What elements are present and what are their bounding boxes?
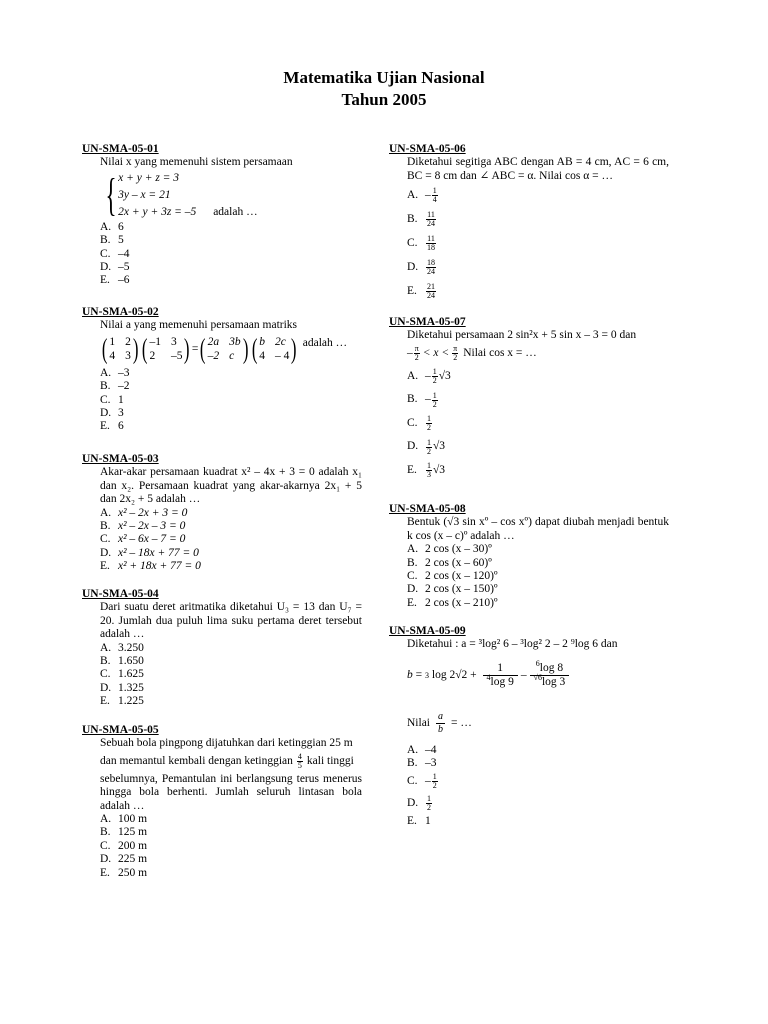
option-a[interactable]: A. x² – 2x + 3 = 0: [100, 506, 188, 519]
question-text: Diketahui persamaan 2 sin²x + 5 sin x – 3 = 0 dan: [407, 329, 637, 342]
option-a[interactable]: A. –4: [407, 743, 437, 756]
option-a[interactable]: A. –3: [100, 366, 130, 379]
option-b[interactable]: B. –3: [407, 757, 437, 770]
option-c[interactable]: C. 1.625: [100, 668, 144, 681]
question-text: Dari suatu deret aritmatika diketahui U₃ = 13 dan U₇ = 20. Jumlah dua puluh lima suku pertama deret tersebut adalah …: [100, 601, 362, 641]
option-a[interactable]: A. 2 cos (x – 30)º: [407, 543, 492, 556]
doc-title: Matematika Ujian Nasional: [283, 68, 485, 87]
question-id: UN-SMA-05-07: [389, 316, 466, 328]
option-e[interactable]: E. 1: [407, 814, 431, 827]
option-b[interactable]: B. $\frac{11}{24}$: [407, 209, 435, 228]
option-b[interactable]: B. 5: [100, 234, 124, 247]
option-b[interactable]: B. 2 cos (x – 60)º: [407, 556, 492, 569]
option-b[interactable]: B. 1.650: [100, 655, 144, 668]
option-d[interactable]: D. 2 cos (x – 150)º: [407, 583, 498, 596]
option-c[interactable]: C. $\frac{1}{2}$: [407, 414, 431, 433]
question-text: Nilai x yang memenuhi sistem persamaan: [100, 156, 293, 169]
question-5: UN-SMA-05-05 Sebuah bola pingpong dijatuhkan dari ketinggian 25 m dan memantul kembali dengan ketinggian $\frac{4}{5}$ kali tinggi sebelumnya, Pemantulan ini berlangsung terus menerus hingga bola berhenti. Jumlah seluruh lintasan bola adalah … A. 100 m B. 125 m C. 200 m D. 225 m E. 250 m: [82, 724, 362, 879]
option-d[interactable]: D. 1.325: [100, 681, 144, 694]
question-6: [389, 143, 669, 303]
question-7: [389, 316, 669, 482]
option-e[interactable]: E. 2 cos (x – 210)º: [407, 596, 498, 609]
option-d[interactable]: D. 3: [100, 407, 124, 420]
question-text: sebelumnya, Pemantulan ini berlangsung terus menerus hingga bola berhenti. Jumlah seluruh lintasan bola adalah …: [100, 772, 362, 812]
matrix: ( 1 2 4 3 ): [101, 333, 139, 365]
option-a[interactable]: A. – $\frac{1}{4}$: [407, 185, 437, 204]
matrix: ( –1 3 2 –5 ): [142, 333, 190, 365]
equation: 2x + y + 3z = –5: [118, 205, 197, 218]
question-2: [82, 306, 362, 434]
equation-system: { x + y + z = 3 3y – x = 21 2x + y + 3z = –5 adalah …: [105, 169, 258, 221]
option-a[interactable]: A. – $\frac{1}{2}$ √3: [407, 367, 451, 386]
option-e[interactable]: E. $\frac{21}{24}$: [407, 281, 435, 300]
question-id: UN-SMA-05-06: [389, 143, 466, 155]
option-a[interactable]: A. 6: [100, 220, 124, 233]
question-id: UN-SMA-05-01: [82, 143, 159, 155]
option-b[interactable]: B. –2: [100, 380, 130, 393]
matrix: ( b 2c 4 – 4 ): [251, 333, 297, 365]
question-1: [82, 143, 362, 288]
option-a[interactable]: A. 3.250: [100, 641, 144, 654]
option-e[interactable]: E. 1.225: [100, 695, 144, 708]
equation: x + y + z = 3: [118, 171, 180, 184]
option-a[interactable]: A. 100 m: [100, 813, 148, 826]
option-c[interactable]: C. x² – 6x – 7 = 0: [100, 533, 186, 546]
interval-condition: – $\frac{\pi}{2}$ < x < $\frac{\pi}{2}$ Nilai cos x = …: [407, 344, 537, 363]
option-c[interactable]: C. –4: [100, 247, 130, 260]
question-text: Bentuk (√3 sin xº – cos xº) dapat diubah menjadi bentuk k cos (x – c)º adalah …: [407, 516, 669, 542]
option-d[interactable]: D. –5: [100, 261, 130, 274]
matrix: ( 2a 3b –2 c ): [200, 333, 249, 365]
question-text: Sebuah bola pingpong dijatuhkan dari ketinggian 25 m: [100, 737, 353, 750]
question-id: UN-SMA-05-02: [82, 306, 159, 318]
option-d[interactable]: D. x² – 18x + 77 = 0: [100, 546, 199, 559]
option-d[interactable]: D. $\frac{18}{24}$: [407, 257, 435, 276]
option-b[interactable]: B. x² – 2x – 3 = 0: [100, 520, 186, 533]
option-c[interactable]: C. – $\frac{1}{2}$: [407, 772, 437, 791]
question-tail: adalah …: [213, 205, 258, 218]
question-id: UN-SMA-05-05: [82, 724, 159, 736]
doc-subtitle: Tahun 2005: [341, 90, 427, 109]
equation: 3y – x = 21: [118, 188, 171, 201]
question-id: UN-SMA-05-04: [82, 588, 159, 600]
question-text: Nilai a yang memenuhi persamaan matriks: [100, 319, 298, 332]
option-e[interactable]: E. $\frac{1}{3}$ √3: [407, 461, 446, 480]
option-c[interactable]: C. 1: [100, 393, 124, 406]
question-id: UN-SMA-05-09: [389, 625, 466, 637]
question-text: Diketahui segitiga ABC dengan AB = 4 cm, AC = 6 cm, BC = 8 cm dan ∠ ABC = α. Nilai cos α = …: [407, 156, 669, 182]
question-4: [82, 588, 362, 709]
option-c[interactable]: C. 2 cos (x – 120)º: [407, 570, 498, 583]
question-3: [82, 453, 362, 574]
option-e[interactable]: E. 6: [100, 420, 124, 433]
fraction: $\frac{4}{5}$: [297, 752, 302, 771]
option-b[interactable]: B. 125 m: [100, 826, 148, 839]
question-tail: adalah …: [302, 336, 348, 349]
option-d[interactable]: D. $\frac{1}{2}$: [407, 794, 431, 813]
option-d[interactable]: D. 225 m: [100, 853, 148, 866]
option-c[interactable]: C. 200 m: [100, 839, 148, 852]
option-e[interactable]: E. –6: [100, 274, 130, 287]
question-id: UN-SMA-05-08: [389, 503, 466, 515]
option-e[interactable]: E. 250 m: [100, 866, 148, 879]
question-id: UN-SMA-05-03: [82, 453, 159, 465]
question-text: Diketahui : a = ³log² 6 – ³log² 2 – 2 ⁹log 6 dan: [407, 638, 618, 651]
matrix-equation: ( 1 2 4 3 ) ( –1 3 2 –5 ) = ( 2a 3b –2 c ) ( b 2c 4 – 4 ) adalah …: [101, 333, 348, 365]
formula-b: b = 3 log 2√2 + 1 $^4$log 9 – $^6$log 8 $^{√6}$log 3: [407, 654, 669, 698]
question-text: Akar-akar persamaan kuadrat x² – 4x + 3 = 0 adalah x₁ dan x₂. Persamaan kuadrat yang akar-akarnya 2x₁ + 5 dan 2x₂ + 5 adalah …: [100, 466, 362, 506]
option-b[interactable]: B. – $\frac{1}{2}$: [407, 390, 437, 409]
option-e[interactable]: E. x² + 18x + 77 = 0: [100, 560, 201, 573]
question-8: [389, 503, 669, 610]
question-9: UN-SMA-05-09 Diketahui : a = ³log² 6 – ³log² 2 – 2 ⁹log 6 dan b = 3 log 2√2 + 1 $^4$log 9 – $^6$log 8 $^{√6}$log 3 Nilai $\frac{a}{b}$ = … A. –4 B. –3 C. – $\frac{1}{2}$ D. $\frac{1}{2}$ E. 1: [389, 625, 669, 828]
option-c[interactable]: C. $\frac{11}{18}$: [407, 233, 435, 252]
option-d[interactable]: D. $\frac{1}{2}$ √3: [407, 437, 446, 456]
